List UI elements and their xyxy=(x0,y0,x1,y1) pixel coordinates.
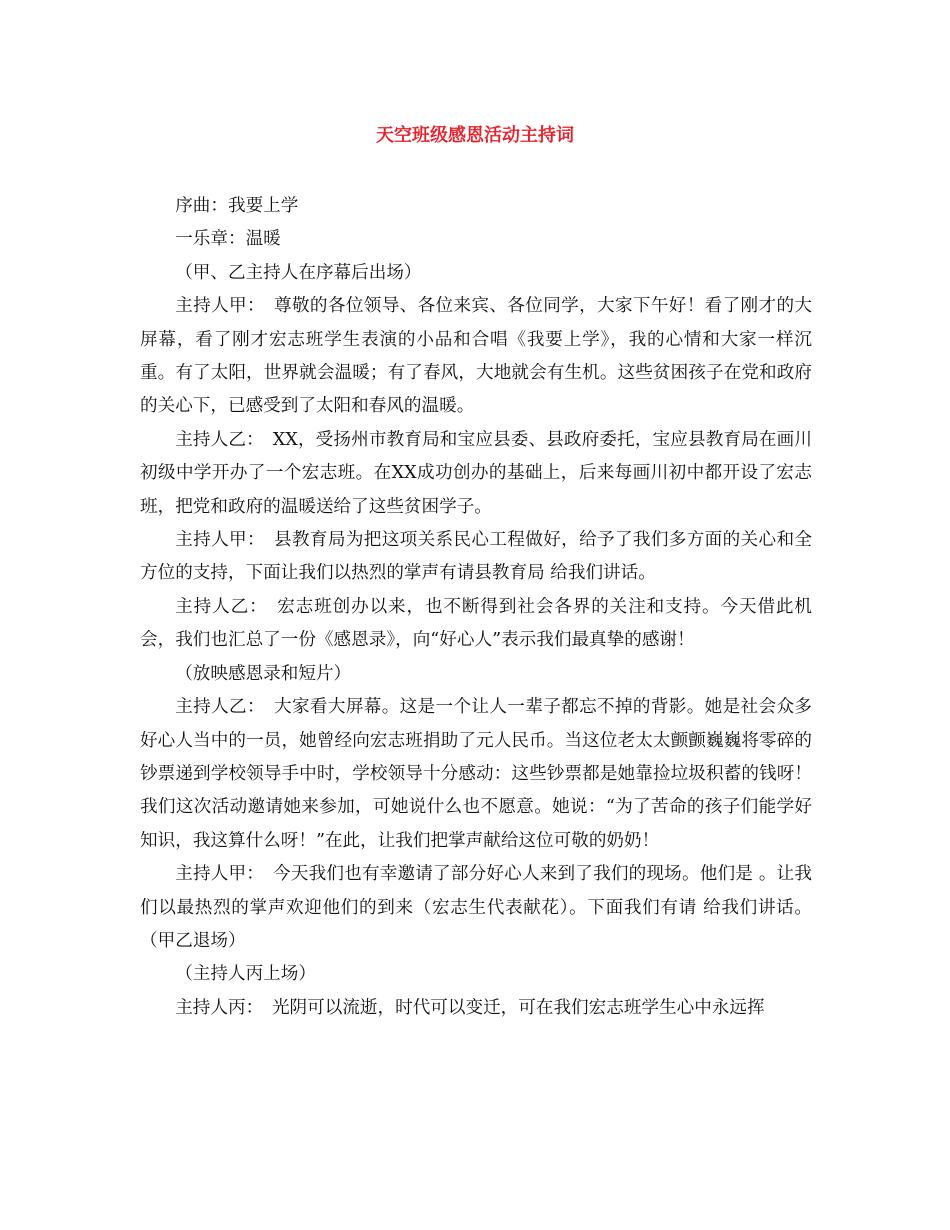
paragraph-movement-one: 一乐章：温暖 xyxy=(175,229,281,250)
paragraph-host-a-1: 主持人甲： 尊敬的各位领导、各位来宾、各位同学，大家下午好！看了刚才的大屏幕，看了刚才宏志班学生表演的小品和合唱《我要上学》，我的心情和大家一样沉重。有了太阳，世界就会温暖；有了春风，大地就会有生机。这些贫困孩子在党和政府的关心下，已感受到了太阳和春风的温暖。 xyxy=(140,296,812,417)
paragraph-stage-direction: （主持人丙上场） xyxy=(175,964,316,985)
paragraph-stage-direction: （甲、乙主持人在序幕后出场） xyxy=(175,262,422,283)
paragraph-host-c-1: 主持人丙： 光阴可以流逝，时代可以变迁，可在我们宏志班学生心中永远挥 xyxy=(175,997,765,1018)
paragraph-host-b-2: 主持人乙： 宏志班创办以来，也不断得到社会各界的关注和支持。今天借此机会，我们也汇总了一份《感恩录》，向“好心人”表示我们最真挚的感谢！ xyxy=(140,596,812,651)
paragraph-host-b-3: 主持人乙： 大家看大屏幕。这是一个让人一辈子都忘不掉的背影。她是社会众多好心人当中的一员，她曾经向宏志班捐助了元人民币。当这位老太太颤颤巍巍将零碎的钞票递到学校领导手中时，学校领导十分感动：这些钞票都是她靠捡垃圾积蓄的钱呀！我们这次活动邀请她来参加，可她说什么也不愿意。她说：“为了苦命的孩子们能学好知识，我这算什么呀！”在此，让我们把掌声献给这位可敬的奶奶！ xyxy=(140,697,812,851)
document-body xyxy=(140,190,812,1025)
paragraph-host-a-3: 主持人甲： 今天我们也有幸邀请了部分好心人来到了我们的现场。他们是 。让我们以最热烈的掌声欢迎他们的到来（宏志生代表献花）。下面我们有请 给我们讲话。（甲乙退场） xyxy=(140,864,812,951)
paragraph-stage-direction: （放映感恩录和短片） xyxy=(175,663,352,684)
paragraph-prelude: 序曲：我要上学 xyxy=(175,196,299,216)
paragraph-host-b-1: 主持人乙： XX，受扬州市教育局和宝应县委、县政府委托，宝应县教育局在画川初级中学开办了一个宏志班。在XX成功创办的基础上，后来每画川初中都开设了宏志班，把党和政府的温暖送给了这些贫困学子。 xyxy=(140,429,812,517)
paragraph-host-a-2: 主持人甲： 县教育局为把这项关系民心工程做好，给予了我们多方面的关心和全方位的支持，下面让我们以热烈的掌声有请县教育局 给我们讲话。 xyxy=(140,530,812,584)
document-title: 天空班级感恩活动主持词 xyxy=(376,125,574,146)
